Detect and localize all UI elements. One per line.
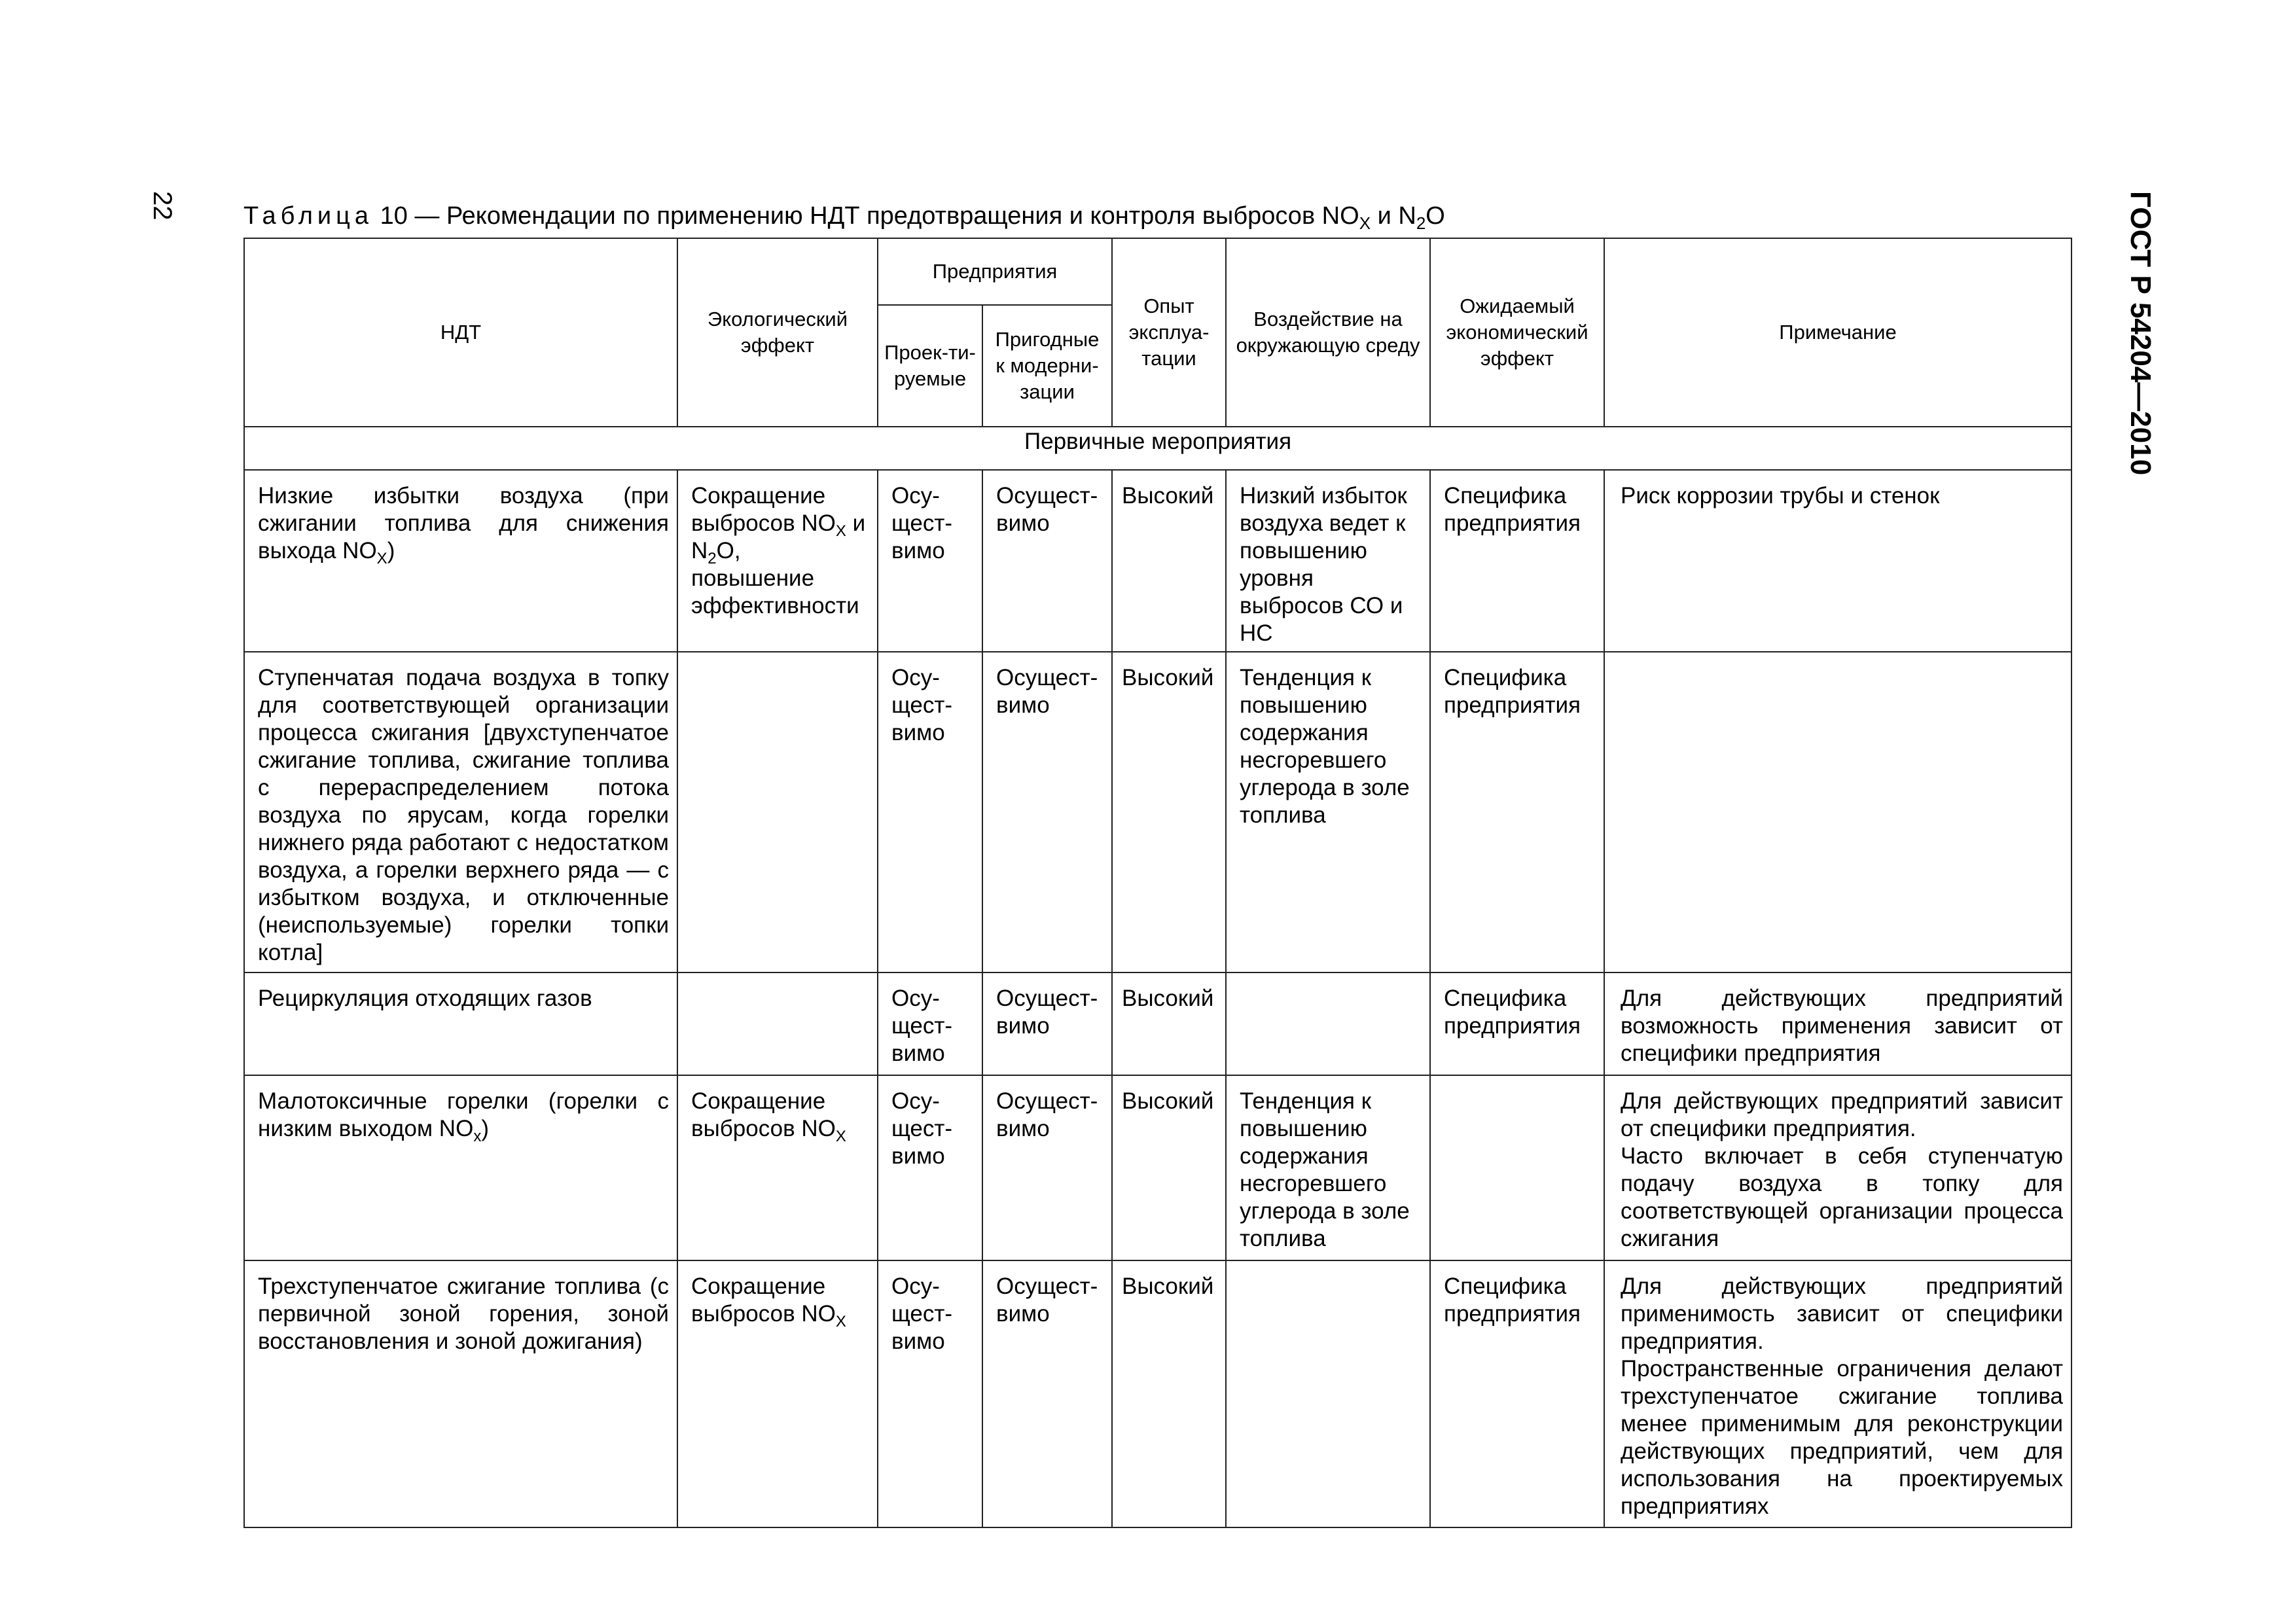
cell-experience: Высокий (1112, 652, 1226, 972)
cell-projected: Осу-щест-вимо (878, 1075, 982, 1260)
cell-economic: Специфика предприятия (1430, 972, 1604, 1075)
cell-economic: Специфика предприятия (1430, 470, 1604, 652)
cell-experience: Высокий (1112, 1075, 1226, 1260)
cell-ndt: Низкие избытки воздуха (при сжигании топлива для снижения выхода $NO_X$) (244, 470, 677, 652)
caption-label: Таблица (243, 202, 373, 230)
cell-eco (677, 972, 878, 1075)
header-ndt: НДТ (244, 238, 677, 427)
caption-number: 10 (380, 202, 408, 230)
cell-environment: Тенденция к повышению содержания несгоревшего углерода в золе топлива (1226, 652, 1430, 972)
note-paragraph: Для действующих предприятий применимость зависит от специфики предприятия. (1621, 1274, 2064, 1354)
table-row (244, 972, 2072, 1075)
cell-note: Риск коррозии трубы и стенок (1604, 470, 2072, 652)
section-row (244, 427, 2072, 470)
cell-note (1604, 1260, 2072, 1527)
header-eco-effect: Экологический эффект (677, 238, 878, 427)
header-experience: Опыт эксплуа-тации (1112, 238, 1226, 427)
cell-environment: Тенденция к повышению содержания несгоревшего углерода в золе топлива (1226, 1075, 1430, 1260)
table-row (244, 470, 2072, 652)
header-projected: Проек-ти-руемые (878, 305, 982, 427)
table-caption (243, 200, 1445, 232)
cell-projected: Осу-щест-вимо (878, 972, 982, 1075)
cell-experience: Высокий (1112, 972, 1226, 1075)
caption-end: O (1426, 202, 1445, 230)
cell-environment (1226, 972, 1430, 1075)
cell-projected: Осу-щест-вимо (878, 470, 982, 652)
cell-projected: Осу-щест-вимо (878, 1260, 982, 1527)
cell-environment: Низкий избыток воздуха ведет к повышению уровня выбросов СО и НС (1226, 470, 1430, 652)
standard-id: ГОСТ Р 54204—2010 (2125, 191, 2157, 476)
header-modernizable: Пригодные к модерни-зации (982, 305, 1112, 427)
cell-experience: Высокий (1112, 470, 1226, 652)
cell-modernizable: Осущест-вимо (982, 1260, 1112, 1527)
caption-sub-2: 2 (1416, 213, 1426, 233)
ndt-table (243, 238, 2072, 1528)
note-paragraph: Пространственные ограничения делают трехступенчатое сжигание топлива менее применимым для реконструкции действующих предприятий, чем для использования на проектируемых предприятиях (1621, 1356, 2064, 1519)
table-row (244, 1260, 2072, 1527)
cell-note (1604, 1075, 2072, 1260)
cell-ndt: Рециркуляция отходящих газов (244, 972, 677, 1075)
cell-economic: Специфика предприятия (1430, 1260, 1604, 1527)
cell-modernizable: Осущест-вимо (982, 652, 1112, 972)
cell-ndt: Трехступенчатое сжигание топлива (с первичной зоной горения, зоной восстановления и зоной дожигания) (244, 1260, 677, 1527)
table-row (244, 652, 2072, 972)
cell-projected: Осу-щест-вимо (878, 652, 982, 972)
cell-modernizable: Осущест-вимо (982, 972, 1112, 1075)
cell-modernizable: Осущест-вимо (982, 1075, 1112, 1260)
cell-economic: Специфика предприятия (1430, 652, 1604, 972)
cell-experience: Высокий (1112, 1260, 1226, 1527)
cell-environment (1226, 1260, 1430, 1527)
cell-note (1604, 652, 2072, 972)
header-economic-effect: Ожидаемый экономический эффект (1430, 238, 1604, 427)
note-paragraph: Часто включает в себя ступенчатую подачу воздуха в топку для соответствующей организации процесса сжигания (1621, 1143, 2064, 1251)
caption-text: — Рекомендации по применению НДТ предотвращения и контроля выбросов NO (414, 202, 1359, 230)
header-environment-impact: Воздействие на окружающую среду (1226, 238, 1430, 427)
cell-ndt: Малотоксичные горелки (горелки с низким выходом $NO_x$) (244, 1075, 677, 1260)
cell-eco: Сокращение выбросов $NO_X$ (677, 1075, 878, 1260)
caption-sub-x: X (1359, 213, 1371, 233)
page-number: 22 (148, 191, 177, 221)
cell-economic (1430, 1075, 1604, 1260)
cell-eco: Сокращение выбросов $NO_X$ (677, 1260, 878, 1527)
caption-mid: и N (1371, 202, 1416, 230)
cell-eco (677, 652, 878, 972)
cell-modernizable: Осущест-вимо (982, 470, 1112, 652)
cell-ndt: Ступенчатая подача воздуха в топку для соответствующей организации процесса сжигания [двухступенчатое сжигание топлива, сжигание топлива с перераспределением потока воздуха по ярусам, когда горелки нижнего ряда работают с недостатком воздуха, а горелки верхнего ряда — с избытком воздуха, и отключенные (неиспользуемые) горелки топки котла] (244, 652, 677, 972)
section-title: Первичные мероприятия (244, 427, 2072, 470)
table-row (244, 1075, 2072, 1260)
header-note: Примечание (1604, 238, 2072, 427)
cell-note: Для действующих предприятий возможность применения зависит от специфики предприятия (1604, 972, 2072, 1075)
cell-eco: Сокращение выбросов $NO_X$ и $N_2O$, повышение эффективности (677, 470, 878, 652)
header-enterprises: Предприятия (878, 238, 1112, 305)
note-paragraph: Для действующих предприятий зависит от специфики предприятия. (1621, 1088, 2064, 1141)
